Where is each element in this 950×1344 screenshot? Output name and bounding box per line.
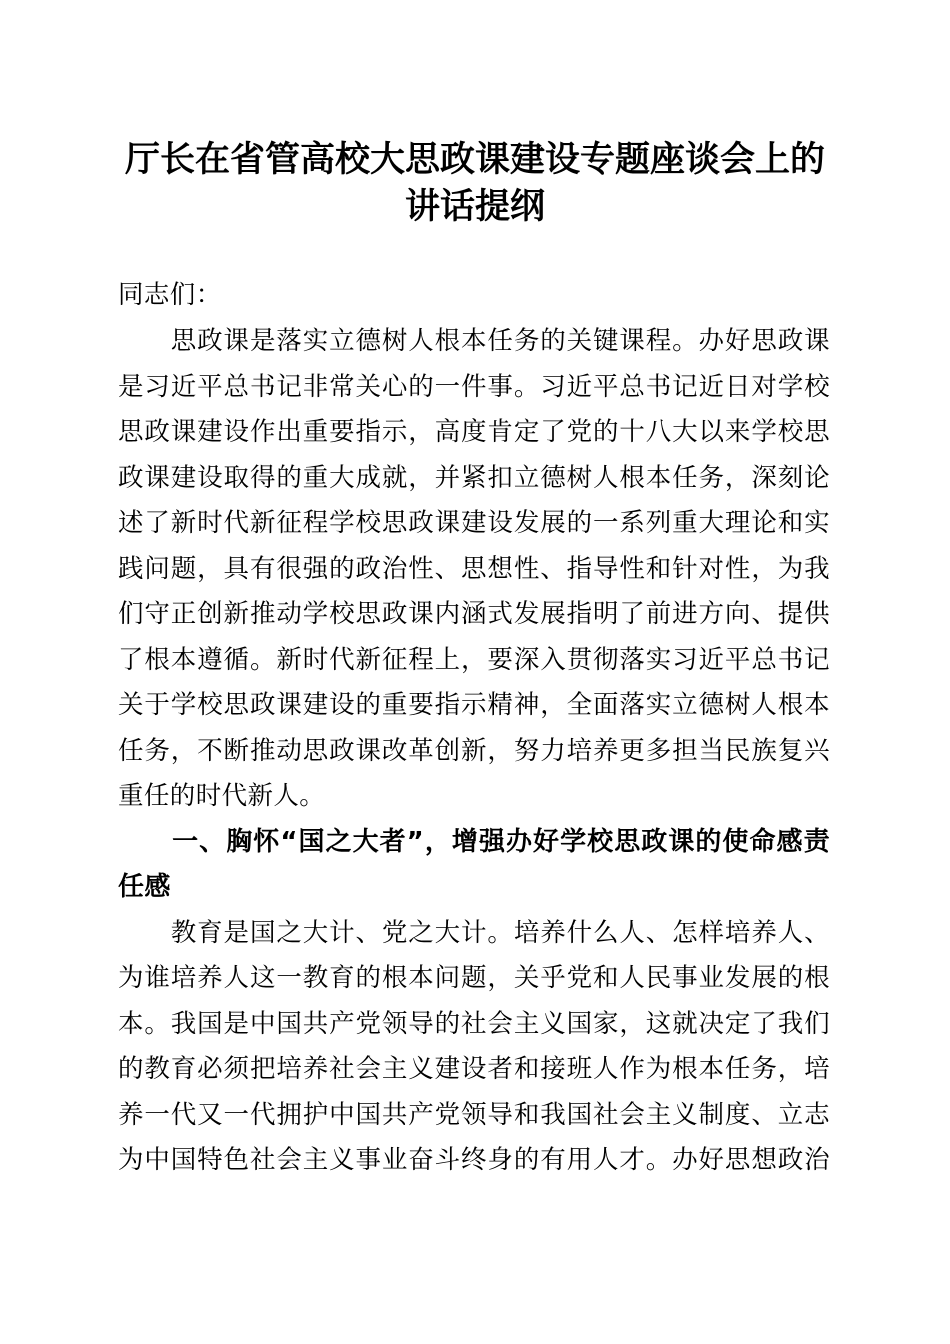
document-title-line-1: 厅长在省管高校大思政课建设专题座谈会上的 (124, 139, 825, 180)
document-title-line-2: 讲话提纲 (404, 186, 545, 227)
body-text-line: 任务，不断推动思政课改革创新，努力培养更多担当民族复兴 (118, 735, 830, 766)
body-text-line: 的教育必须把培养社会主义建设者和接班人作为根本任务，培 (118, 1054, 830, 1084)
body-text-line: 关于学校思政课建设的重要指示精神，全面落实立德树人根本 (118, 690, 830, 720)
body-text-line: 为中国特色社会主义事业奋斗终身的有用人才。办好思想政治 (118, 1145, 830, 1175)
body-text-line: 重任的时代新人。 (118, 781, 326, 811)
body-text-line: 教育是国之大计、党之大计。培养什么人、怎样培养人、 (118, 917, 830, 948)
body-text-line: 本。我国是中国共产党领导的社会主义国家，这就决定了我们 (118, 1008, 830, 1039)
section-heading-line: 任感 (118, 872, 171, 902)
body-text-line: 为谁培养人这一教育的根本问题，关乎党和人民事业发展的根 (118, 963, 830, 993)
body-text-line: 了根本遵循。新时代新征程上，要深入贯彻落实习近平总书记 (118, 644, 830, 675)
body-text-line: 思政课建设作出重要指示，高度肯定了党的十八大以来学校思 (118, 417, 830, 447)
body-text-line: 是习近平总书记非常关心的一件事。习近平总书记近日对学校 (118, 371, 830, 402)
body-text-line: 们守正创新推动学校思政课内涵式发展指明了前进方向、提供 (118, 599, 830, 629)
salutation: 同志们： (118, 280, 222, 310)
body-text-line: 践问题，具有很强的政治性、思想性、指导性和针对性，为我 (118, 553, 830, 584)
section-heading-line: 一、胸怀“国之大者”，增强办好学校思政课的使命感责 (118, 826, 830, 857)
body-text-line: 政课建设取得的重大成就，并紧扣立德树人根本任务，深刻论 (118, 462, 830, 493)
body-text-line: 思政课是落实立德树人根本任务的关键课程。办好思政课 (118, 326, 830, 356)
body-text-line: 养一代又一代拥护中国共产党领导和我国社会主义制度、立志 (118, 1099, 830, 1130)
body-text-line: 述了新时代新征程学校思政课建设发展的一系列重大理论和实 (118, 508, 830, 538)
